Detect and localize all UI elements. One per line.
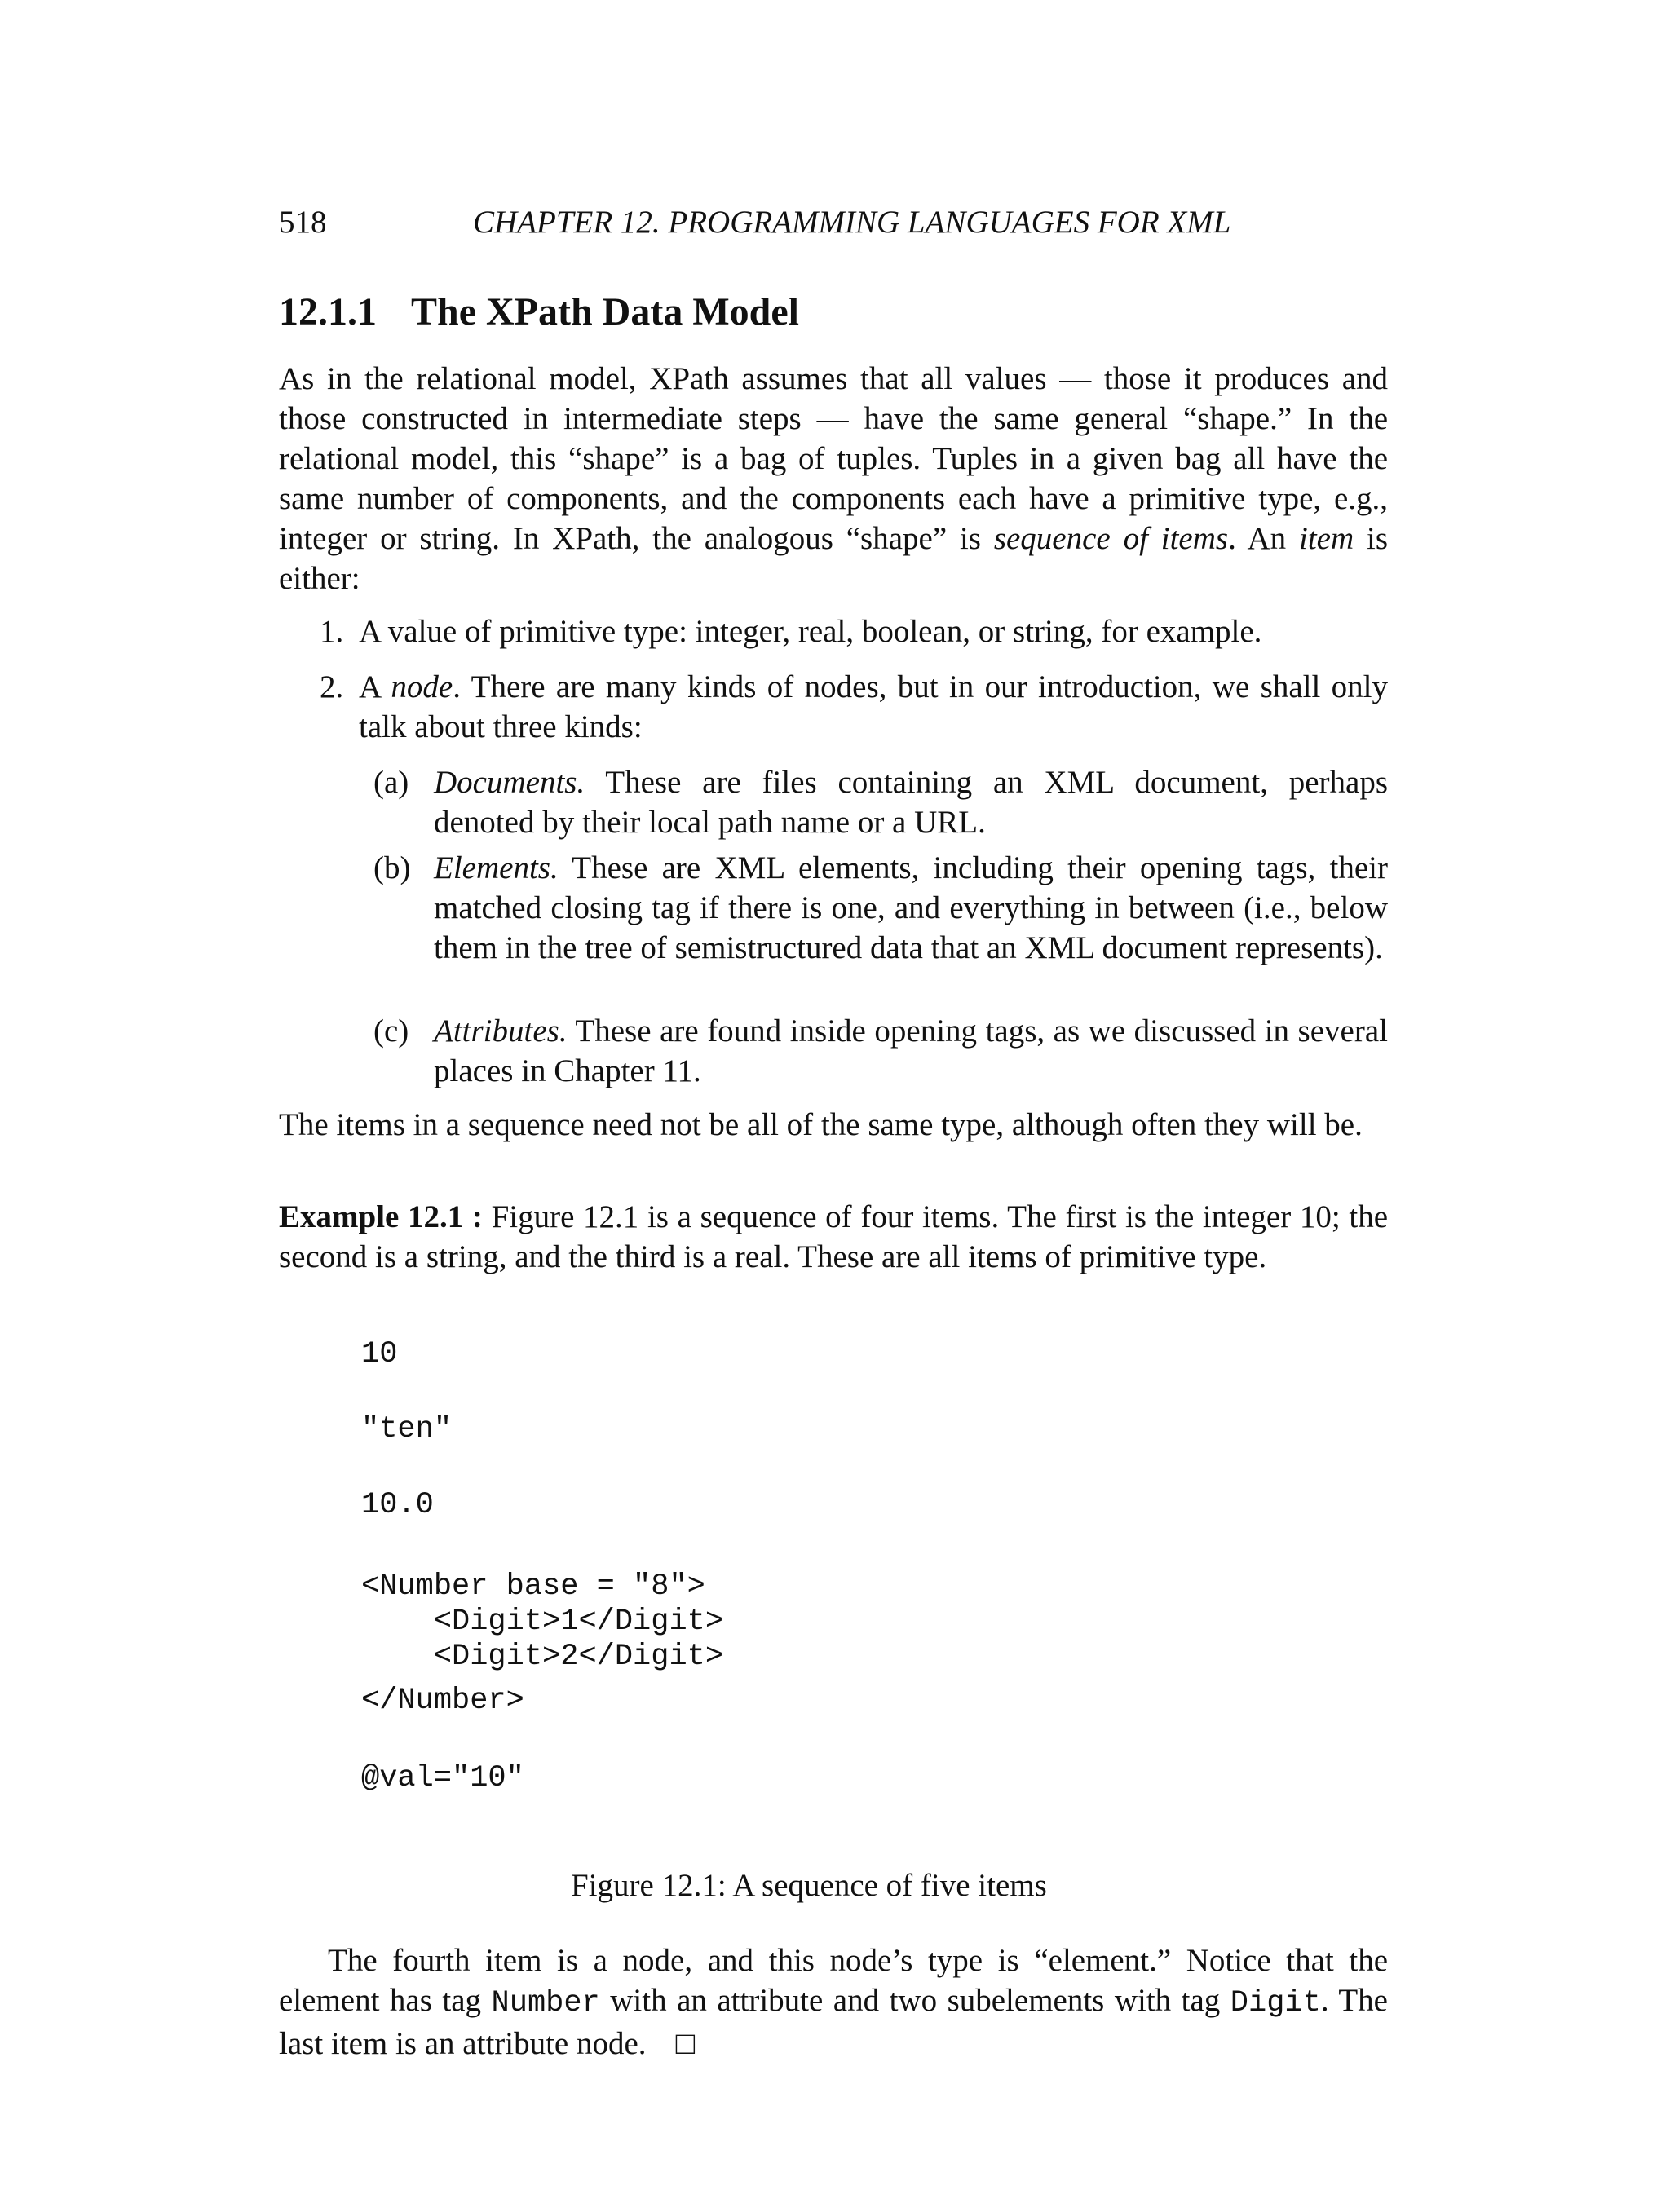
end-of-example-mark: □: [675, 2026, 696, 2061]
intro-text: As in the relational model, XPath assumes that all values — those it produces and those constructed in intermediate steps — have the same general “shape.” In the relational model, this “shape” is a bag of tuples. Tuples in a given bag all have the same number of components, and the components each have a primitive type, e.g., integer or string. In XPath, the analogous “shape” is: [279, 361, 1388, 556]
sub-item-text: [434, 762, 1388, 842]
closing-text: The fourth item is a node, and this node’s type is “element.” Notice that the element has tag: [279, 1943, 1388, 2018]
code-line-1: 10: [361, 1337, 398, 1371]
example-text: Figure 12.1 is a sequence of four items. The first is the integer 10; the second is a string, and the third is a real. These are all items of primitive type.: [279, 1199, 1389, 1274]
list-text-part: . There are many kinds of nodes, but in our introduction, we shall only talk about three kinds:: [359, 669, 1389, 744]
list-emphasis-node: node: [391, 669, 453, 704]
sub-item-body: These are files containing an XML document, perhaps denoted by their local path name or a URL.: [434, 765, 1388, 840]
code-line-7: </Number>: [361, 1684, 524, 1718]
sub-item-term: Elements.: [434, 850, 559, 885]
sub-item-text: [434, 1011, 1388, 1091]
page-number: 518: [279, 205, 327, 240]
example-label: Example 12.1 :: [279, 1199, 483, 1234]
list-text: [359, 667, 1388, 747]
sub-item-label: (b): [373, 850, 411, 885]
list-item-1: [320, 612, 1388, 651]
section-heading: [279, 289, 799, 334]
intro-paragraph: [279, 359, 1388, 598]
intro-emphasis-item: item: [1299, 521, 1354, 556]
code-line-8: @val="10": [361, 1761, 524, 1795]
closing-text: . The last item is an attribute node.: [279, 1983, 1388, 2061]
code-line-3: 10.0: [361, 1488, 434, 1522]
list-item-2: [320, 667, 1388, 747]
sub-item-label: (c): [373, 1013, 409, 1049]
intro-emphasis-sequence: sequence of items: [993, 521, 1229, 556]
sub-item-text: [434, 848, 1388, 968]
sub-item-body: These are XML elements, including their opening tags, their matched closing tag if there is one, and everything in between (i.e., below them in the tree of semistructured data that an XML document represents).: [434, 850, 1388, 965]
sub-item-body: These are found inside opening tags, as we discussed in several places in Chapter 11.: [434, 1013, 1388, 1088]
sub-item-b: [373, 848, 1388, 968]
code-line-6: <Digit>2</Digit>: [361, 1640, 724, 1674]
intro-text: is either:: [279, 521, 1389, 596]
sub-item-c: [373, 1011, 1388, 1091]
closing-paragraph: [279, 1940, 1388, 2064]
list-number: 1.: [320, 614, 344, 649]
list-text: A value of primitive type: integer, real, boolean, or string, for example.: [359, 614, 1262, 649]
inline-code-number: Number: [491, 1986, 600, 2020]
list-text-part: A: [359, 669, 391, 704]
intro-text: . An: [1228, 521, 1299, 556]
figure-caption: Figure 12.1: A sequence of five items: [571, 1868, 1047, 1903]
sub-item-term: Documents.: [434, 765, 585, 800]
sub-item-a: [373, 762, 1388, 842]
sub-item-term: Attributes.: [434, 1013, 568, 1049]
section-number: 12.1.1: [279, 290, 377, 333]
list-number: 2.: [320, 669, 344, 704]
after-list-paragraph: The items in a sequence need not be all of the same type, although often they will be.: [279, 1107, 1363, 1142]
sub-item-label: (a): [373, 765, 409, 800]
inline-code-digit: Digit: [1230, 1986, 1321, 2020]
code-line-5: <Digit>1</Digit>: [361, 1605, 724, 1639]
code-line-2: "ten": [361, 1412, 453, 1446]
section-title: The XPath Data Model: [411, 290, 799, 333]
running-title: CHAPTER 12. PROGRAMMING LANGUAGES FOR XML: [473, 205, 1231, 240]
code-line-4: <Number base = "8">: [361, 1570, 705, 1604]
example-paragraph: [279, 1197, 1388, 1277]
closing-text: with an attribute and two subelements with tag: [599, 1983, 1230, 2018]
